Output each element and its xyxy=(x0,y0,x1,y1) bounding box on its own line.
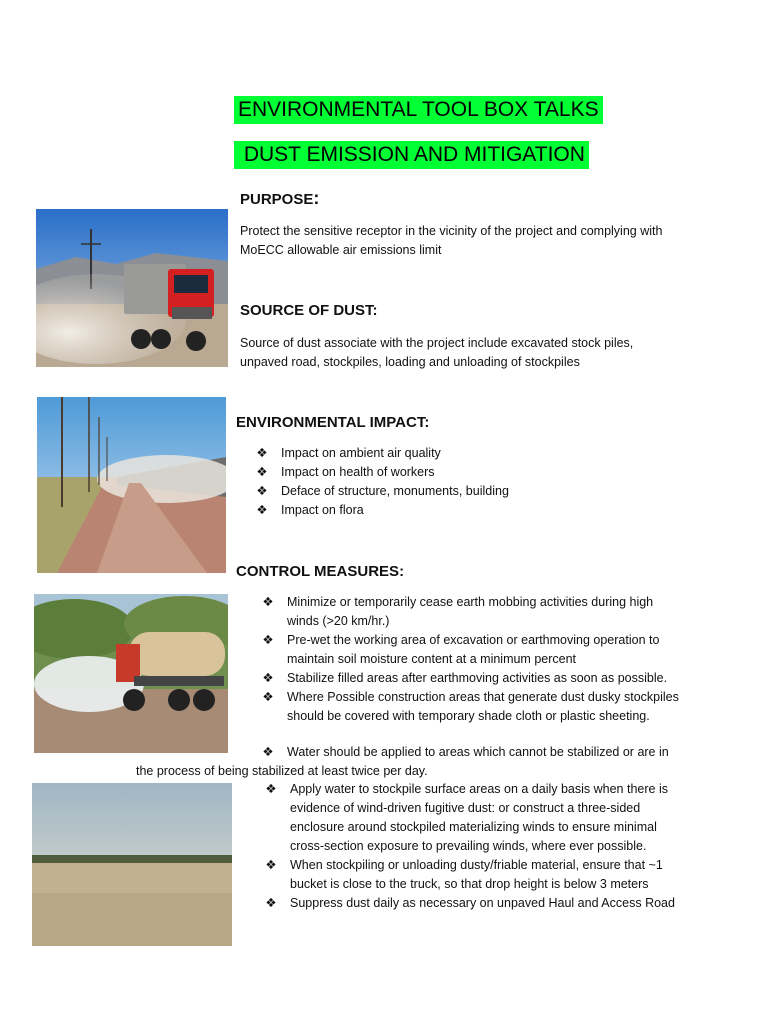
dusty-road-photo xyxy=(37,397,226,573)
list-item-text: Stabilize filled areas after earthmoving activities as soon as possible. xyxy=(287,671,668,685)
purpose-heading xyxy=(240,188,319,209)
bullet-diamond-icon: ❖ xyxy=(256,446,268,460)
main-title: ENVIRONMENTAL TOOL BOX TALKS xyxy=(234,96,603,124)
control-list-a xyxy=(261,593,679,726)
sub-title: DUST EMISSION AND MITIGATION xyxy=(234,141,589,169)
list-item-text: Where Possible construction areas that generate dust dusky stockpiles should be covered with temporary shade cloth or plastic sheeting. xyxy=(287,690,679,723)
list-item xyxy=(255,501,555,520)
list-item xyxy=(261,593,679,631)
bullet-diamond-icon: ❖ xyxy=(262,633,274,647)
list-item-text: Impact on health of workers xyxy=(281,465,435,479)
purpose-text: Protect the sensitive receptor in the vicinity of the project and complying with MoECC allowable air emissions limit xyxy=(240,224,663,257)
list-item xyxy=(261,669,679,688)
list-item xyxy=(261,688,679,726)
list-item xyxy=(261,631,679,669)
bullet-diamond-icon: ❖ xyxy=(262,690,274,704)
list-item xyxy=(264,856,682,894)
list-item xyxy=(255,482,555,501)
bullet-diamond-icon: ❖ xyxy=(265,782,277,796)
source-heading: SOURCE OF DUST: xyxy=(240,302,378,319)
bullet-diamond-icon: ❖ xyxy=(262,745,274,759)
list-item-text: Suppress dust daily as necessary on unpaved Haul and Access Road xyxy=(290,896,675,910)
list-item-text: Water should be applied to areas which cannot be stabilized or are in xyxy=(287,745,669,759)
list-item-text: Apply water to stockpile surface areas on a daily basis when there is evidence of wind-driven fugitive dust: or construct a three-sided enclosure around stockpiled materializing winds to ensure minimal cross-section exposure to prevailing winds, where ever possible. xyxy=(290,782,668,853)
purpose-heading-text: PURPOSE xyxy=(240,191,314,208)
list-item-text: Deface of structure, monuments, building xyxy=(281,484,509,498)
bullet-diamond-icon: ❖ xyxy=(262,595,274,609)
water-tanker-photo xyxy=(34,594,228,753)
bullet-diamond-icon: ❖ xyxy=(265,896,277,910)
source-text: Source of dust associate with the project include excavated stock piles, unpaved road, stockpiles, loading and unloading of stockpiles xyxy=(240,336,634,369)
impact-heading: ENVIRONMENTAL IMPACT: xyxy=(236,414,430,431)
cleared-ground-photo xyxy=(32,783,232,946)
list-item xyxy=(255,444,555,463)
list-item-text: When stockpiling or unloading dusty/friable material, ensure that ~1 bucket is close to the truck, so that drop height is below 3 meters xyxy=(290,858,663,891)
list-item xyxy=(255,463,555,482)
impact-list xyxy=(255,444,555,520)
bullet-diamond-icon: ❖ xyxy=(256,484,268,498)
list-item xyxy=(264,780,682,856)
bullet-diamond-icon: ❖ xyxy=(262,671,274,685)
list-item xyxy=(261,743,701,762)
list-item-text: Impact on ambient air quality xyxy=(281,446,441,460)
control-list-b xyxy=(264,780,682,913)
list-item-text: Minimize or temporarily cease earth mobbing activities during high winds (>20 km/hr.) xyxy=(287,595,654,628)
bullet-diamond-icon: ❖ xyxy=(256,465,268,479)
purpose-heading-colon: : xyxy=(313,188,320,208)
bullet-diamond-icon: ❖ xyxy=(256,503,268,517)
control-water-item xyxy=(261,743,701,762)
list-item-text: Pre-wet the working area of excavation or earthmoving operation to maintain soil moisture content at a minimum percent xyxy=(287,633,660,666)
list-item xyxy=(264,894,682,913)
control-heading: CONTROL MEASURES: xyxy=(236,563,405,580)
list-item-text: Impact on flora xyxy=(281,503,364,517)
dump-truck-photo xyxy=(36,209,228,367)
bullet-diamond-icon: ❖ xyxy=(265,858,277,872)
control-water-continuation: the process of being stabilized at least twice per day. xyxy=(136,764,428,778)
